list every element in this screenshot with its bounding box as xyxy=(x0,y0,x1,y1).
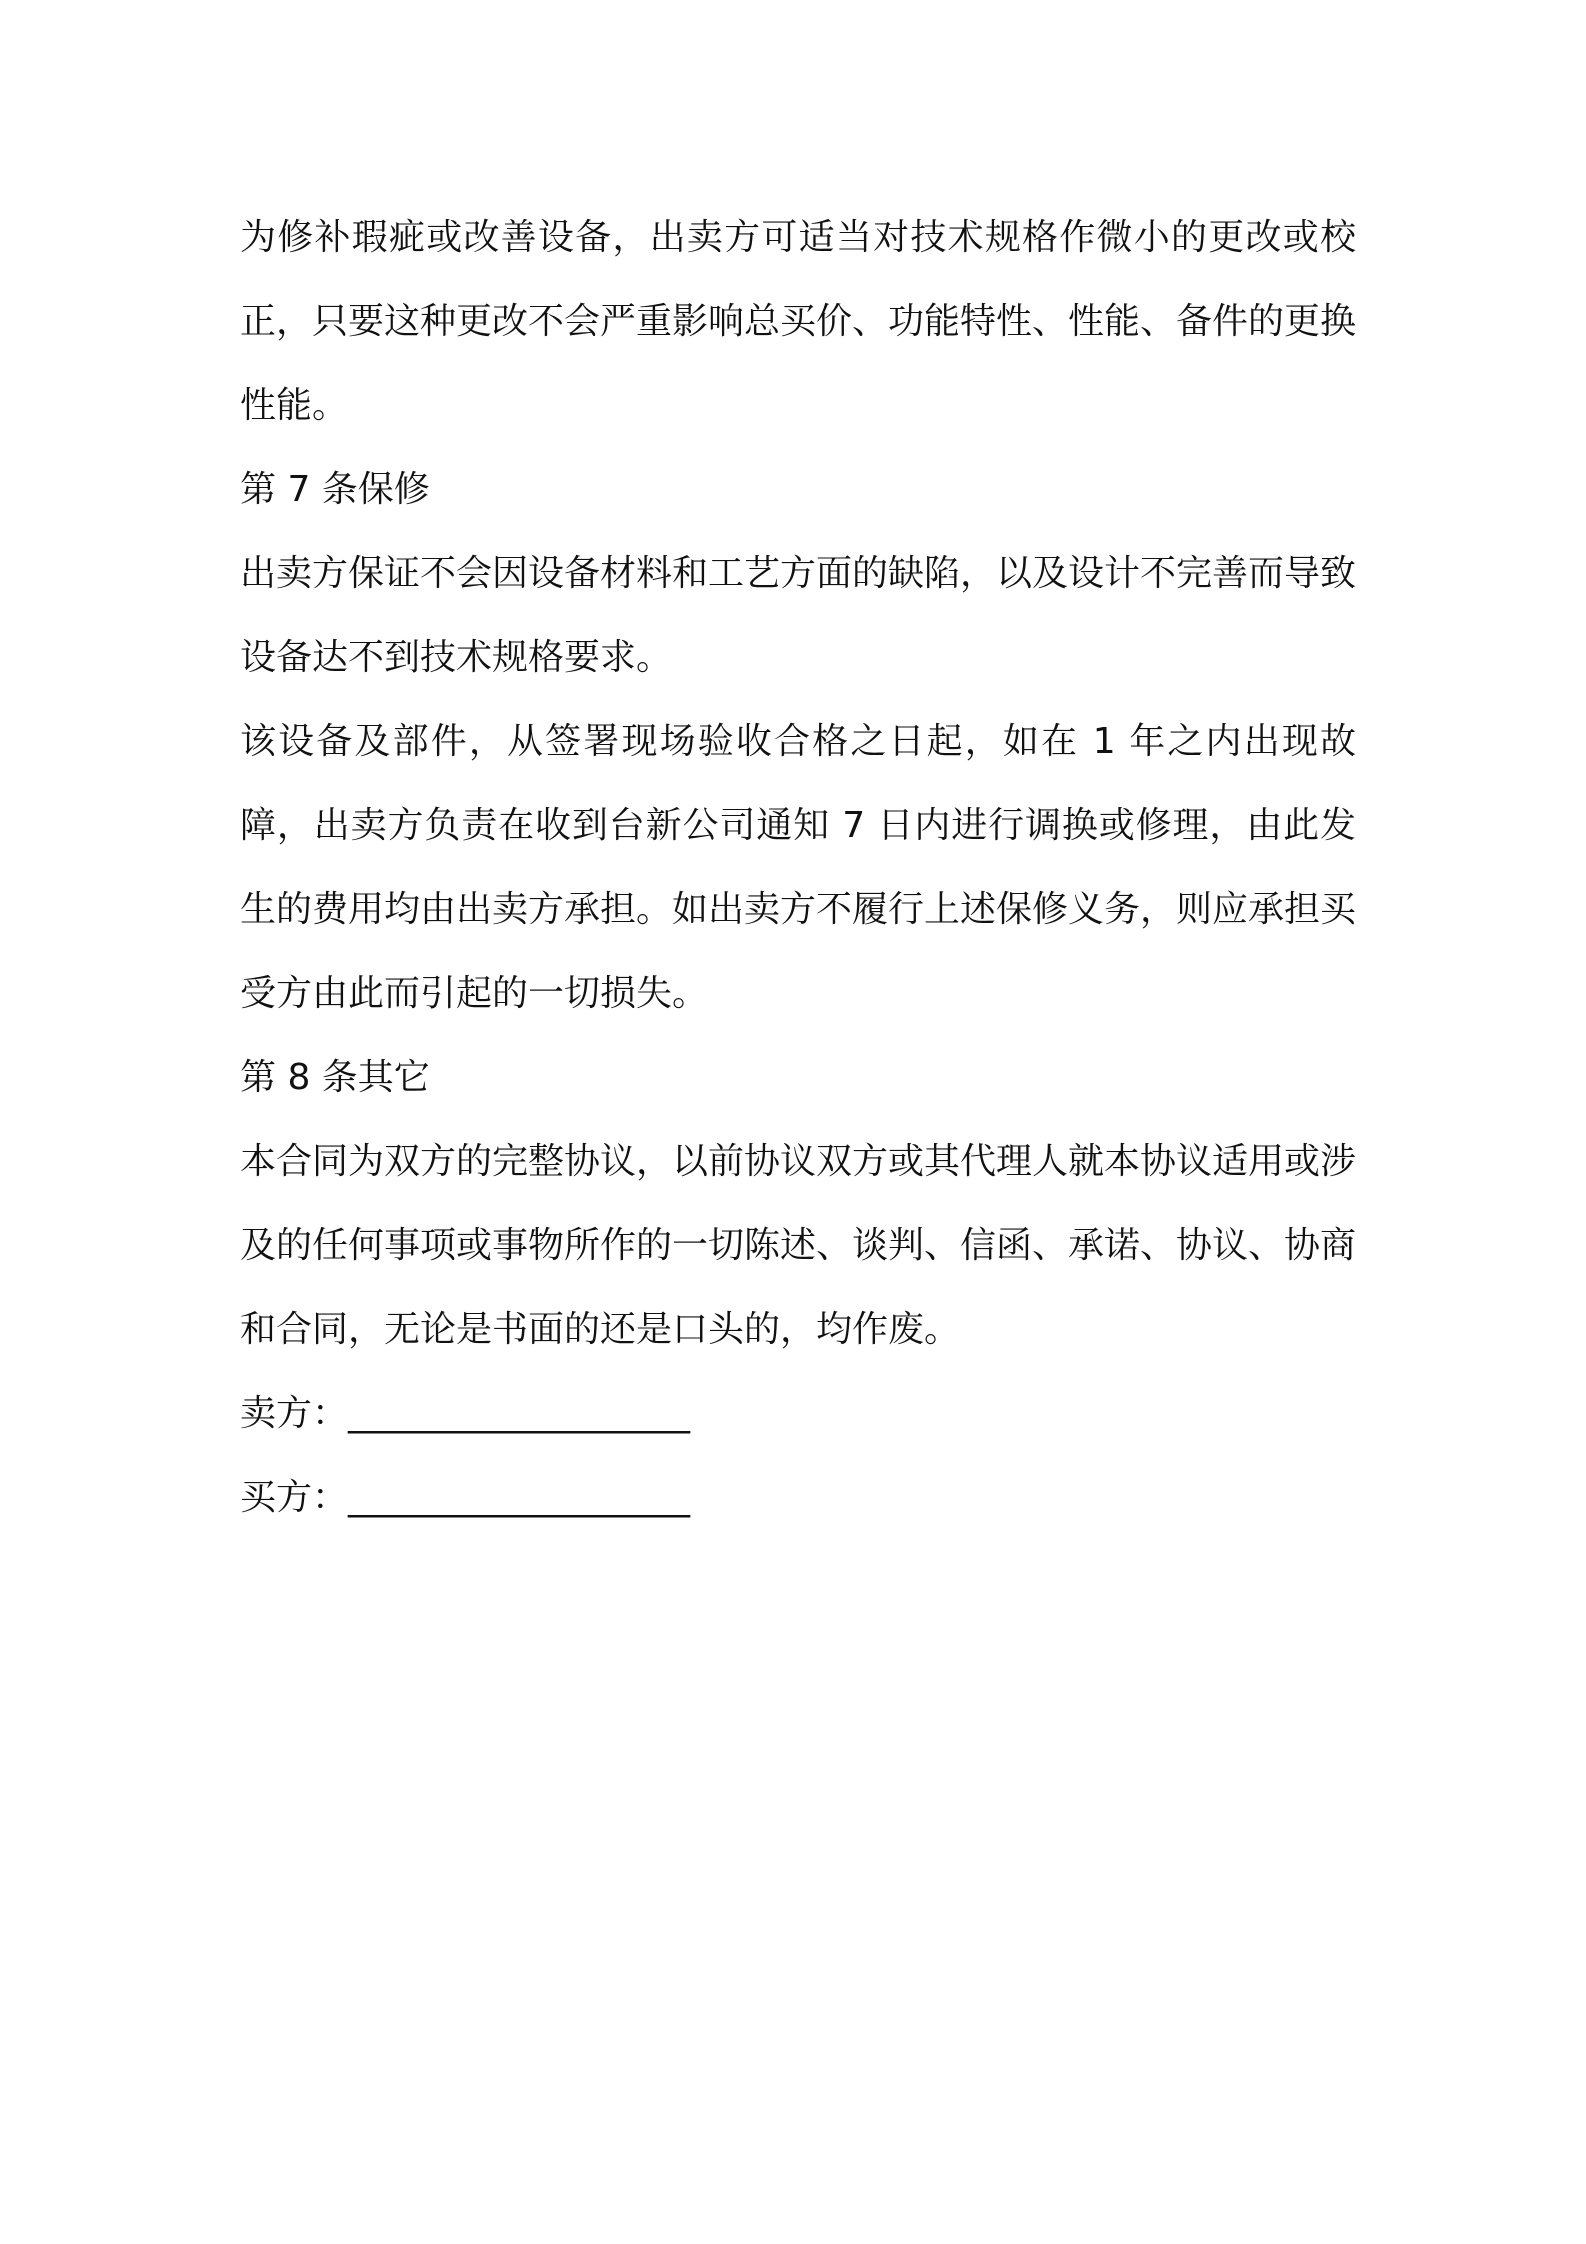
section-heading-article-7: 第 7 条保修 xyxy=(240,469,430,510)
paragraph-warranty-period: 该设备及部件，从签署现场验收合格之日起，如在 1 年之内出现故障，出卖方负责在收到台新公司通知 7 日内进行调换或修理，由此发生的费用均由出卖方承担。如出卖方不履行上述保修义务，则应承担买受方由此而引起的一切损失。 xyxy=(240,721,1357,1014)
section-heading-article-8: 第 8 条其它 xyxy=(240,1057,430,1098)
paragraph-warranty-defects: 出卖方保证不会因设备材料和工艺方面的缺陷，以及设计不完善而导致设备达不到技术规格要求。 xyxy=(240,553,1357,678)
seller-signature-line: 卖方：___________________ xyxy=(240,1393,691,1434)
buyer-signature-line: 买方：___________________ xyxy=(240,1477,691,1518)
document-body xyxy=(240,196,1356,1540)
paragraph-spec-modification: 为修补瑕疵或改善设备，出卖方可适当对技术规格作微小的更改或校正，只要这种更改不会严重影响总买价、功能特性、性能、备件的更换性能。 xyxy=(240,217,1357,426)
paragraph-entire-agreement: 本合同为双方的完整协议，以前协议双方或其代理人就本协议适用或涉及的任何事项或事物所作的一切陈述、谈判、信函、承诺、协议、协商和合同，无论是书面的还是口头的，均作废。 xyxy=(240,1141,1357,1350)
